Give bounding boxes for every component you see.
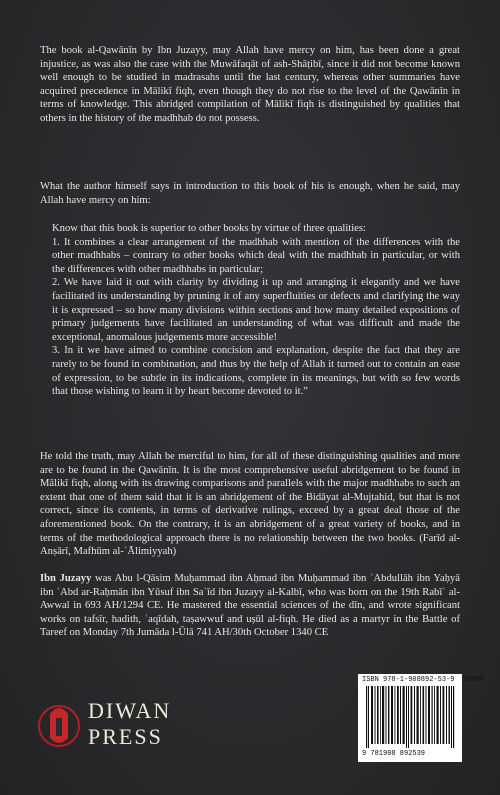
diwan-emblem-icon xyxy=(36,698,82,754)
publisher-name-line2: PRESS xyxy=(88,724,163,749)
author-bio xyxy=(40,572,460,640)
quote-point-2: 2. We have laid it out with clarity by dividing it up and arranging it elegantly and we have facilitated its understanding by pruning it of any superfluities or defects and clarifying the way it is expressed – so how many divisions within sections and how many detailed expositions of primary judgements have facilitated an understanding of what was difficult and made the exceptional, anomalous judgements more accessible! xyxy=(52,277,460,343)
isbn-number: ISBN 978-1-908892-53-9 xyxy=(362,676,455,684)
price-code: 90000 xyxy=(462,676,484,684)
truth-text: He told the truth, may Allah be merciful to him, for all of these distinguishing qualities and more are to be found in the Qawānīn. It is the most comprehensive useful abridgement to be found in Mālikī fiqh, along with its drawing comparisons and parallels with the major madhhabs to such an extent that one of them said that it is an abridgement of the Bidāyat al-Mujtahid, but that is not correct, since its contents, in terms of derivative rulings, exceed by a great deal those of the aforementioned book. On the contrary, it is an abridgement of a great variety of books, and in terms of the methodological approach there is no relationship between the two books. (Farīd al-Anṣārī, Mafhūm al-ʿĀlimiyyah) xyxy=(40,451,460,558)
author-quote xyxy=(52,222,460,399)
bio-name: Ibn Juzayy xyxy=(40,573,92,584)
ean-digits: 9 781908 892539 xyxy=(362,750,426,758)
author-says-paragraph xyxy=(40,180,460,207)
isbn-barcode xyxy=(358,674,484,762)
bio-body: was Abu l-Qāsim Muḥammad ibn Aḥmad ibn Muḥammad ibn ʿAbdullāh ibn Yaḥyā ibn ʿAbd ar-Raḥmān ibn Yūsuf ibn Saʿīd ibn Juzayy al-Kalbī, who was born on the 19th Rabīʿ al-Awwal in 693 AH/1294 CE. He mastered the essential sciences of the dīn, and wrote significant works on tafsīr, hadith, ʿaqīdah, taṣawwuf and uṣūl al-fiqh. He died as a martyr in the Battle of Tareef on Monday 7th Jumāda l-Ūlā 741 AH/30th October 1340 CE xyxy=(40,573,460,639)
truth-paragraph xyxy=(40,450,460,559)
intro-text: The book al-Qawānīn by Ibn Juzayy, may Allah have mercy on him, has been done a great injustice, as was also the case with the Muwāfaqāt of ash-Shāṭibī, since it did not become known well enough to be studied in madrasahs until the last century, whereas other summaries have acquired precedence in Mālikī fiqh, even though they do not rise to the level of the Qawānīn in terms of knowledge. This abridged compilation of Mālikī fiqh is distinguished by qualities that others in the history of the madhhab do not possess. xyxy=(40,45,460,124)
barcode-bars-icon xyxy=(364,686,456,748)
publisher-logo xyxy=(36,698,172,754)
bio-text xyxy=(40,572,460,640)
publisher-name-line1: DIWAN xyxy=(88,698,172,723)
quote-lead: Know that this book is superior to other books by virtue of three qualities: xyxy=(52,223,366,234)
quote-point-3: 3. In it we have aimed to combine concision and explanation, despite the fact that they are rarely to be found in combination, and thus by the help of Allah it turned out to contain an ease of expression, to be subtle in its indications, complete in its meanings, but with so few words that those wishing to learn it by heart become devoted to it.” xyxy=(52,345,460,398)
quote-point-1: 1. It combines a clear arrangement of the madhhab with mention of the differences with the other madhhabs – contrary to other books which deal with the madhhab in particular, or with the differences with other madhhabs in particular; xyxy=(52,236,460,275)
author-says-text: What the author himself says in introduction to this book of his is enough, when he said, may Allah have mercy on him: xyxy=(40,181,460,206)
isbn-label xyxy=(362,676,484,684)
intro-paragraph xyxy=(40,44,460,126)
